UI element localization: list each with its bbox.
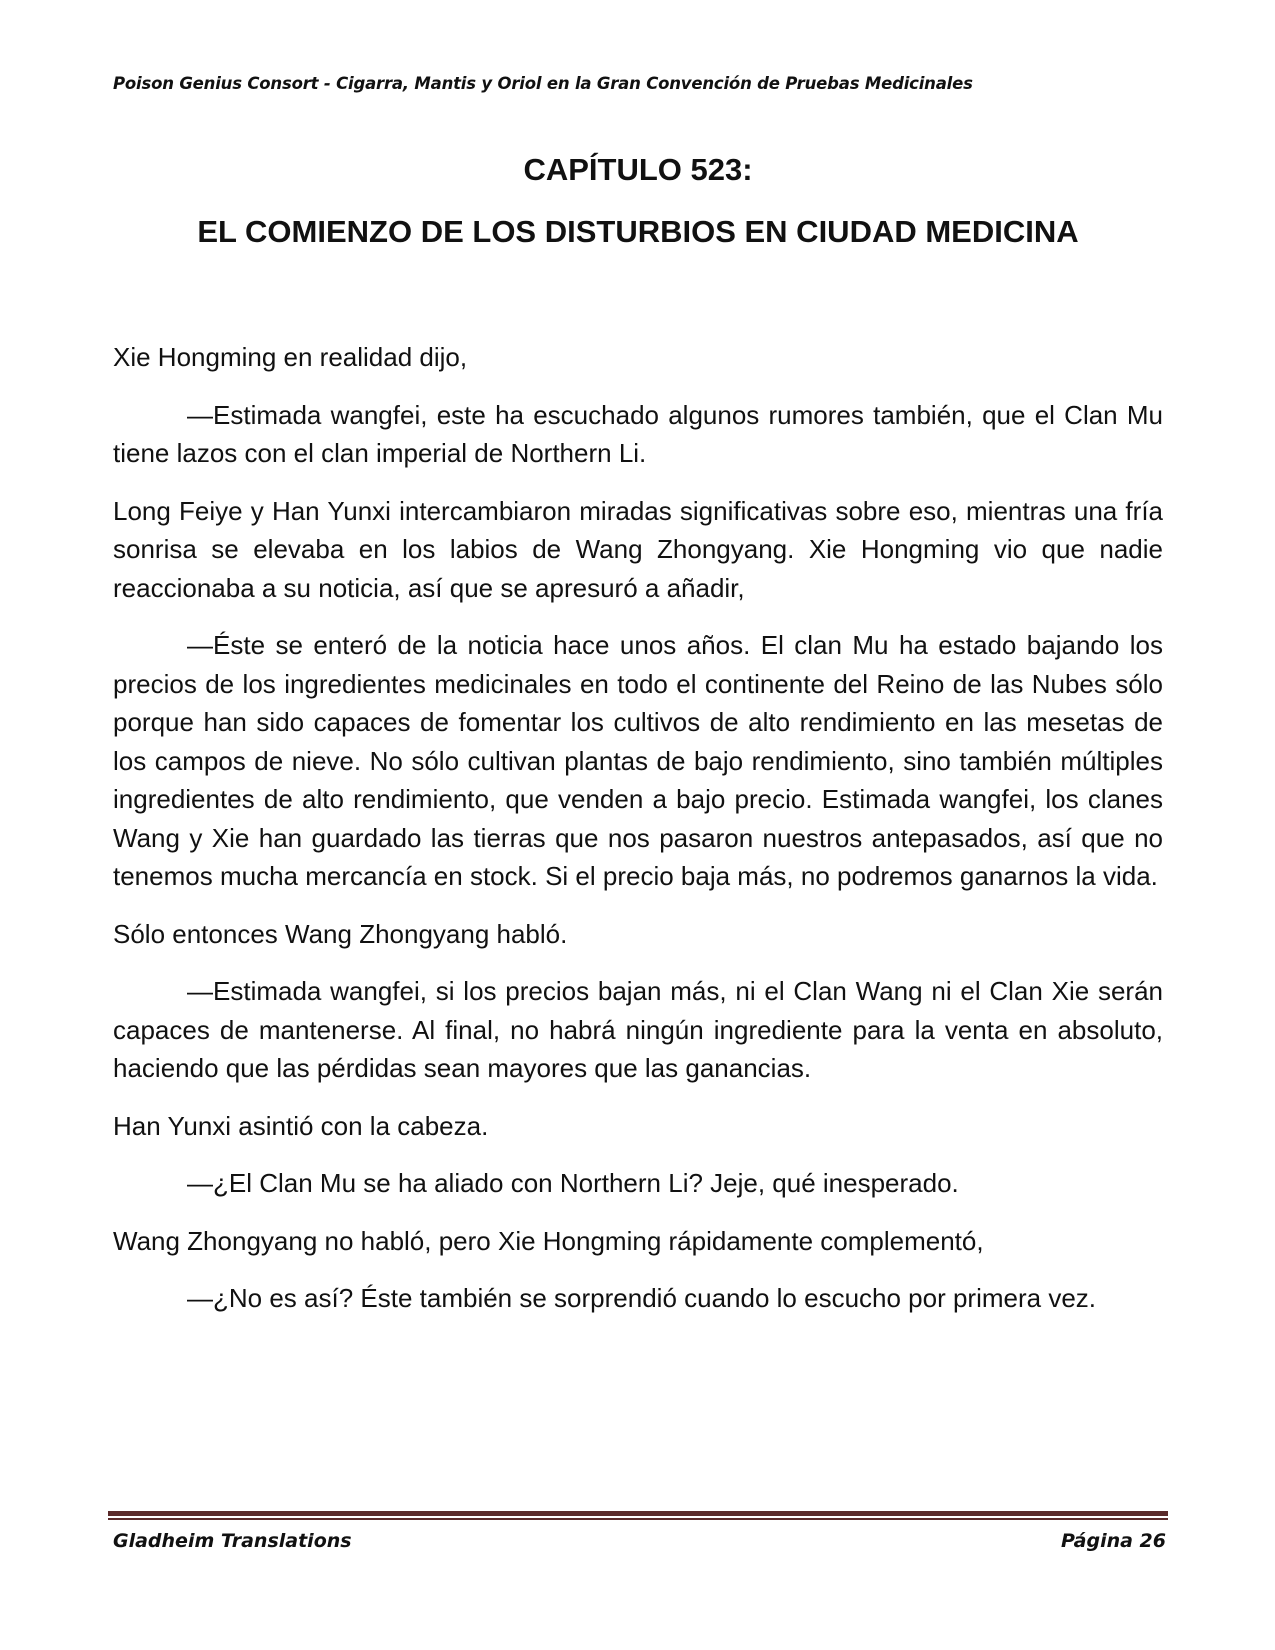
chapter-number: CAPÍTULO 523:: [523, 152, 753, 187]
paragraph-dialogue: —¿El Clan Mu se ha aliado con Northern Li? Jeje, qué inesperado.: [187, 1168, 959, 1198]
paragraph-narration: Xie Hongming en realidad dijo,: [113, 342, 468, 372]
running-header: Poison Genius Consort - Cigarra, Mantis y Oriol en la Gran Convención de Pruebas Medicinales: [113, 74, 973, 93]
paragraph-narration: Han Yunxi asintió con la cabeza.: [113, 1110, 489, 1141]
paragraph-narration: Wang Zhongyang no habló, pero Xie Hongming rápidamente complementó,: [113, 1225, 984, 1256]
paragraph-dialogue: —Estimada wangfei, si los precios bajan más, ni el Clan Wang ni el Clan Xie serán capaces de mantenerse. Al final, no habrá ningún ingrediente para la venta en absoluto, haciendo que las pérdidas sean mayores que las ganancias.: [113, 976, 1163, 1083]
chapter-body: [113, 338, 1163, 1337]
paragraph-dialogue: —Éste se enteró de la noticia hace unos años. El clan Mu ha estado bajando los precios de los ingredientes medicinales en todo el continente del Reino de las Nubes sólo porque han sido capaces de fomentar los cultivos de alto rendimiento en las mesetas de los campos de nieve. No sólo cultivan plantas de bajo rendimiento, sino también múltiples ingredientes de alto rendimiento, que venden a bajo precio. Estimada wangfei, los clanes Wang y Xie han guardado las tierras que nos pasaron nuestros antepasados, así que no tenemos mucha mercancía en stock. Si el precio baja más, no podremos ganarnos la vida.: [113, 630, 1163, 891]
page-footer: [113, 1530, 1166, 1552]
paragraph-dialogue: —Estimada wangfei, este ha escuchado algunos rumores también, que el Clan Mu tiene lazos con el clan imperial de Northern Li.: [113, 399, 1163, 468]
page-number: Página 26: [1060, 1530, 1166, 1552]
paragraph-dialogue: —¿No es así? Éste también se sorprendió cuando lo escucho por primera vez.: [187, 1283, 1097, 1313]
footer-divider: [108, 1511, 1168, 1520]
chapter-title: EL COMIENZO DE LOS DISTURBIOS EN CIUDAD MEDICINA: [197, 214, 1079, 249]
paragraph-narration: Long Feiye y Han Yunxi intercambiaron miradas significativas sobre eso, mientras una fría sonrisa se elevaba en los labios de Wang Zhongyang. Xie Hongming vio que nadie reaccionaba a su noticia, así que se apresuró a añadir,: [113, 495, 1163, 603]
paragraph-narration: Sólo entonces Wang Zhongyang habló.: [113, 918, 568, 949]
footer-publisher: Gladheim Translations: [113, 1530, 352, 1552]
